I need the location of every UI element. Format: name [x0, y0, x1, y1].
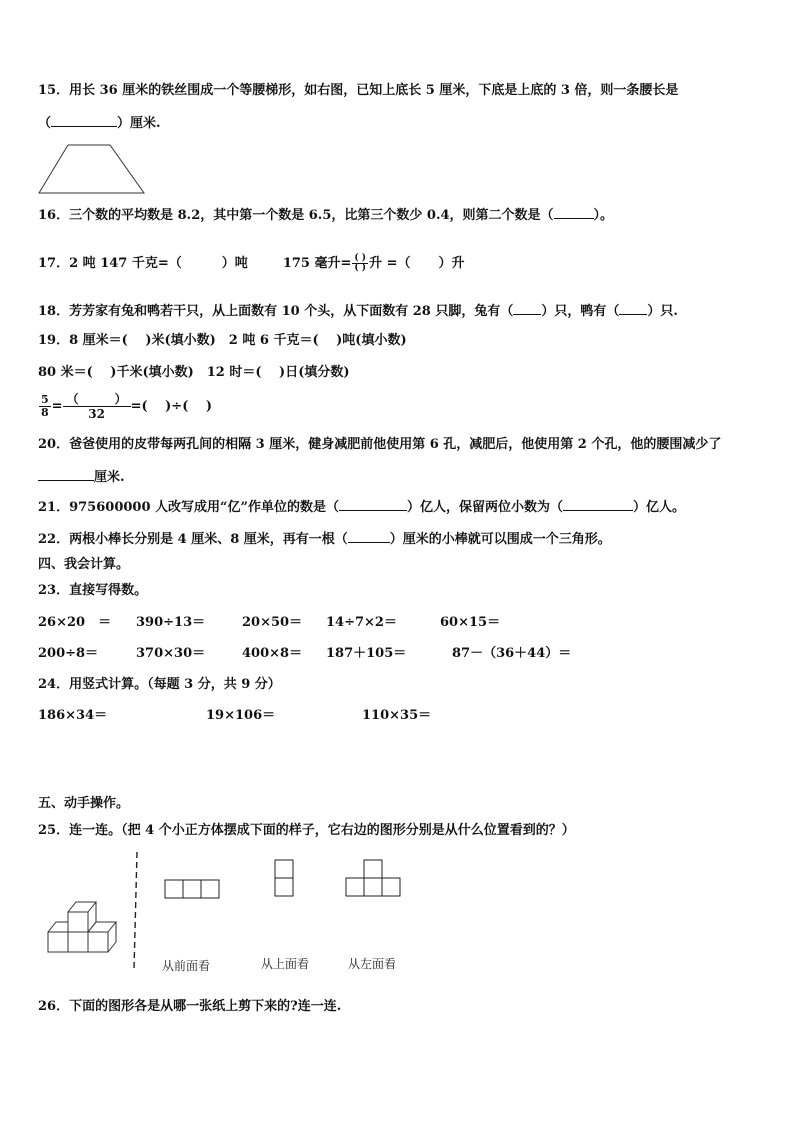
q24-item-3: 110×35＝ [362, 708, 432, 723]
q19-row2: 80 米＝( )千米(填小数) 12 时＝( )日(填分数) [38, 365, 350, 380]
q17-part1b: ）吨 [221, 256, 248, 271]
q23-r2-c1: 200÷8＝ [38, 646, 99, 661]
q20-line1: 20．爸爸使用的皮带每两孔间的相隔 3 厘米，健身减肥前他使用第 6 孔，减肥后，他使用第 2 个孔，他的腰围减少了 [38, 437, 722, 452]
q15-close: ）厘米. [117, 116, 161, 131]
q26-title: 26．下面的图形各是从哪一张纸上剪下来的?连一连. [38, 999, 342, 1014]
q18-rabbit-blank[interactable] [513, 302, 541, 315]
q17-frac-num: ( ) [354, 253, 367, 263]
q16-text: 16．三个数的平均数是 8.2，其中第一个数是 6.5，比第三个数少 0.4，则第二个数是（ [38, 208, 554, 223]
q23-r1-c5: 60×15＝ [440, 615, 501, 630]
q15-open: （ [38, 116, 52, 131]
q17-line [38, 254, 464, 273]
q17-fraction [352, 254, 368, 273]
q18-duck-blank[interactable] [619, 302, 647, 315]
q19-bigfrac-num[interactable]: （ ） [63, 392, 131, 407]
section-4-heading: 四、我会计算。 [38, 557, 130, 572]
q19-frac-den: 8 [41, 406, 49, 419]
section-5-heading: 五、动手操作。 [38, 796, 130, 811]
q19-row3 [38, 392, 212, 422]
q20-answer-blank[interactable] [38, 468, 94, 481]
q21-tail: ）亿人。 [633, 500, 686, 515]
q24-item-1: 186×34＝ [38, 708, 108, 723]
q16-tail: ）。 [593, 208, 614, 223]
label-from-top[interactable]: 从上面看 [261, 957, 310, 971]
q15-answer-blank[interactable] [51, 114, 117, 127]
q17-part2c: ）升 [438, 256, 465, 271]
q23-r2-c3: 400×8＝ [242, 646, 303, 661]
q19-frac-num: 5 [41, 393, 49, 406]
q20-line2 [38, 468, 125, 487]
cubes-3d-figure [44, 896, 126, 962]
q19-eq: = [51, 399, 63, 414]
q18-tail: ）只. [647, 304, 678, 319]
q22-line [38, 530, 611, 549]
q21-line [38, 498, 685, 517]
view-front-shape[interactable] [164, 878, 224, 900]
q17-frac-den: ( ) [354, 263, 367, 273]
q23-r2-c2: 370×30＝ [136, 646, 206, 661]
q15-line2 [38, 114, 161, 133]
view-top-shape[interactable] [273, 858, 297, 900]
q23-r2-c4: 187＋105＝ [326, 646, 407, 661]
q21-mid: ）亿人，保留两位小数为（ [406, 500, 563, 515]
q19-bigfrac-den: 32 [88, 407, 105, 421]
q18-mid: ）只，鸭有（ [541, 304, 620, 319]
q16-line [38, 206, 613, 225]
q24-title: 24．用竖式计算。（每题 3 分，共 9 分） [38, 677, 281, 692]
q18-line [38, 302, 678, 321]
q23-title: 23．直接写得数。 [38, 583, 148, 598]
q18-text: 18．芳芳家有兔和鸭若干只，从上面数有 10 个头，从下面数有 28 只脚，兔有（ [38, 304, 514, 319]
q23-r1-c2: 390÷13＝ [136, 615, 206, 630]
q20-line2-text: 厘米. [94, 470, 125, 485]
label-from-front[interactable]: 从前面看 [162, 959, 211, 973]
q21-blank-2[interactable] [563, 498, 633, 511]
q25-title: 25．连一连。（把 4 个小正方体摆成下面的样子，它右边的图形分别是从什么位置看到的？） [38, 823, 575, 838]
q24-item-2: 19×106＝ [206, 708, 276, 723]
q21-text: 21．975600000 人改写成用“亿”作单位的数是（ [38, 500, 339, 515]
q17-part2: 175 毫升= [282, 256, 352, 271]
q22-text: 22．两根小棒长分别是 4 厘米、8 厘米，再有一根（ [38, 532, 348, 547]
q17-part2b: 升 =（ [369, 256, 411, 271]
q23-r1-c3: 20×50＝ [242, 615, 303, 630]
q22-answer-blank[interactable] [348, 530, 390, 543]
q19-fraction-5-8 [39, 394, 51, 419]
q23-r2-c5: 87－（36＋44）＝ [452, 646, 572, 661]
q23-r1-c4: 14÷7×2＝ [326, 615, 397, 630]
trapezoid-figure [36, 140, 148, 196]
q19-row1: 19．8 厘米＝( )米(填小数) 2 吨 6 千克＝( )吨(填小数) [38, 333, 407, 348]
q17-part1: 17．2 吨 147 千克=（ [38, 256, 182, 271]
q15-line1: 15．用长 36 厘米的铁丝围成一个等腰梯形，如右图，已知上底长 5 厘米，下底是上底的 3 倍，则一条腰长是 [38, 83, 679, 98]
q19-tail: =( )÷( ) [130, 399, 213, 414]
label-from-left[interactable]: 从左面看 [348, 957, 397, 971]
dashed-divider [132, 852, 142, 970]
q22-tail: ）厘米的小棒就可以围成一个三角形。 [389, 532, 611, 547]
q23-r1-c1: 26×20 ＝ [38, 615, 112, 630]
q21-blank-1[interactable] [339, 498, 407, 511]
q19-big-fraction [63, 392, 131, 421]
view-left-shape[interactable] [344, 858, 406, 900]
q16-answer-blank[interactable] [554, 206, 594, 219]
